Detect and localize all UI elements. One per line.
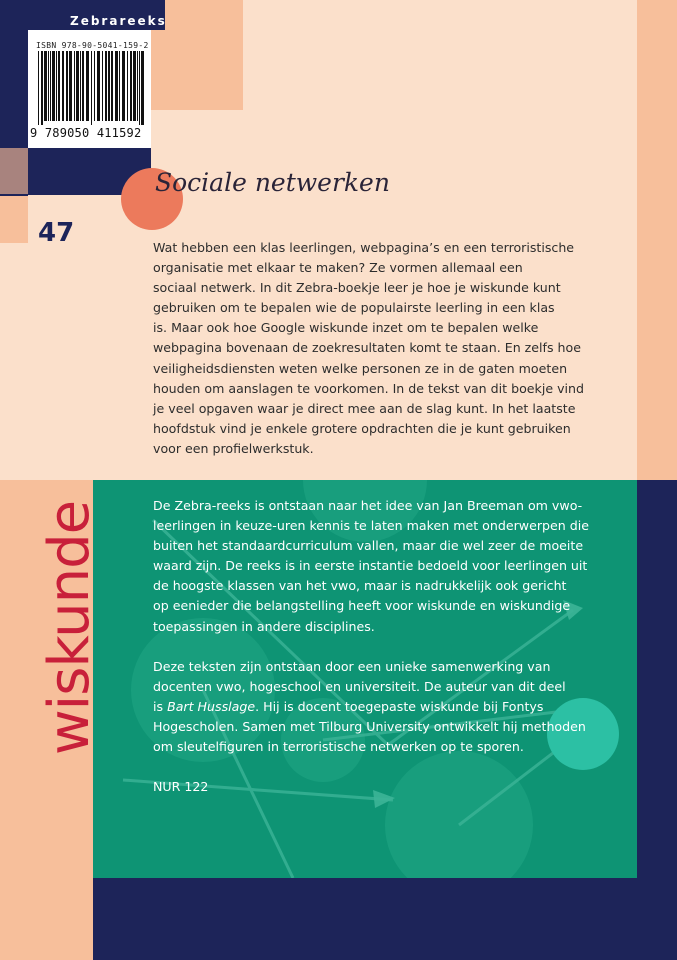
- barcode-bar: [44, 51, 47, 121]
- barcode-bar: [91, 51, 92, 125]
- barcode-bar: [76, 51, 79, 121]
- barcode-bar: [137, 51, 138, 121]
- barcode-bar: [119, 51, 120, 121]
- info-paragraph-2: [153, 657, 633, 757]
- info-paragraph-2-end: . Hij is docent toegepaste wiskunde bij Fontys Hogescholen. Samen met Tilburg University ontwikkelt hij methoden om sleutelfiguren in terroristische netwerken op te sporen.: [153, 698, 586, 755]
- author-name: Bart Husslage: [167, 698, 256, 714]
- barcode-bar: [127, 51, 128, 121]
- barcode-bar: [56, 51, 57, 121]
- barcode-bar: [66, 51, 68, 121]
- series-name: Zebrareeks: [70, 14, 167, 28]
- barcode-bar: [69, 51, 72, 121]
- barcode-bar: [50, 51, 51, 121]
- barcode-bar: [41, 51, 43, 125]
- nur-code: NUR 122: [153, 779, 209, 795]
- barcode-bar: [105, 51, 107, 121]
- barcode-bar: [97, 51, 100, 121]
- isbn-label: ISBN 978-90-5041-159-2: [36, 41, 149, 50]
- barcode-bar: [74, 51, 75, 121]
- info-paragraph-1: De Zebra-reeks is ontstaan naar het idee van Jan Breeman om vwo- leerlingen in keuze-uren kennis te laten maken met onderwerpen die buiten het standaardcurriculum vallen, maar die wel zeer de moeite waard zijn. De reeks is in eerste instantie bedoeld voor leerlingen uit de hoogste klassen van het vwo, maar is nadrukkelijk ook gericht op eenieder die belangstelling heeft voor wiskunde en wiskundige toepassingen in andere disciplines.: [153, 498, 589, 634]
- vertical-title: wiskunde: [37, 500, 102, 756]
- barcode-number: 9 789050 411592: [30, 126, 142, 140]
- barcode-bar: [111, 51, 113, 121]
- barcode-bar: [115, 51, 118, 121]
- barcode-bar: [52, 51, 55, 121]
- right-peach-strip: [637, 0, 677, 480]
- barcode-bar: [86, 51, 89, 121]
- barcode-bar: [38, 51, 39, 125]
- book-title: Sociale netwerken: [155, 168, 390, 197]
- barcode-bar: [82, 51, 84, 121]
- barcode-bar: [133, 51, 136, 121]
- barcode-bar: [122, 51, 125, 121]
- info-text: [153, 496, 633, 817]
- barcode-bar: [102, 51, 103, 121]
- blurb-text: Wat hebben een klas leerlingen, webpagina’s en een terroristische organisatie met elkaar te maken? Ze vormen allemaal een sociaal netwerk. In dit Zebra-boekje leer je hoe je wiskunde kunt gebruiken om te bepalen wie de populairste leerling in een klas is. Maar ook hoe Google wiskunde inzet om te bepalen welke webpagina bovenaan de zoekresultaten komt te staan. En zelfs hoe veiligheidsdiensten weten welke personen ze in de gaten moeten houden om aanslagen te voorkomen. In de tekst van dit boekje vind je veel opgaven waar je direct mee aan de slag kunt. In het laatste hoofdstuk vind je enkele grotere opdrachten die je kunt gebruiken voor een profielwerkstuk.: [153, 240, 585, 456]
- mauve-square: [0, 148, 28, 194]
- barcode-bar: [94, 51, 95, 121]
- peach-square: [0, 196, 28, 243]
- barcode-bar: [130, 51, 132, 121]
- barcode-bar: [58, 51, 60, 121]
- barcode-bar: [141, 51, 144, 125]
- barcode-bar: [108, 51, 110, 121]
- barcode-bar: [48, 51, 49, 121]
- barcode-bar: [139, 51, 140, 125]
- barcode-bars: [38, 51, 146, 125]
- volume-number: 47: [38, 218, 75, 248]
- barcode-bar: [80, 51, 81, 121]
- barcode-bar: [62, 51, 64, 121]
- info-paragraph-2-start: Deze teksten zijn ontstaan door een unieke samenwerking van docenten vwo, hogeschool en universiteit. De auteur van dit deel is: [153, 658, 566, 714]
